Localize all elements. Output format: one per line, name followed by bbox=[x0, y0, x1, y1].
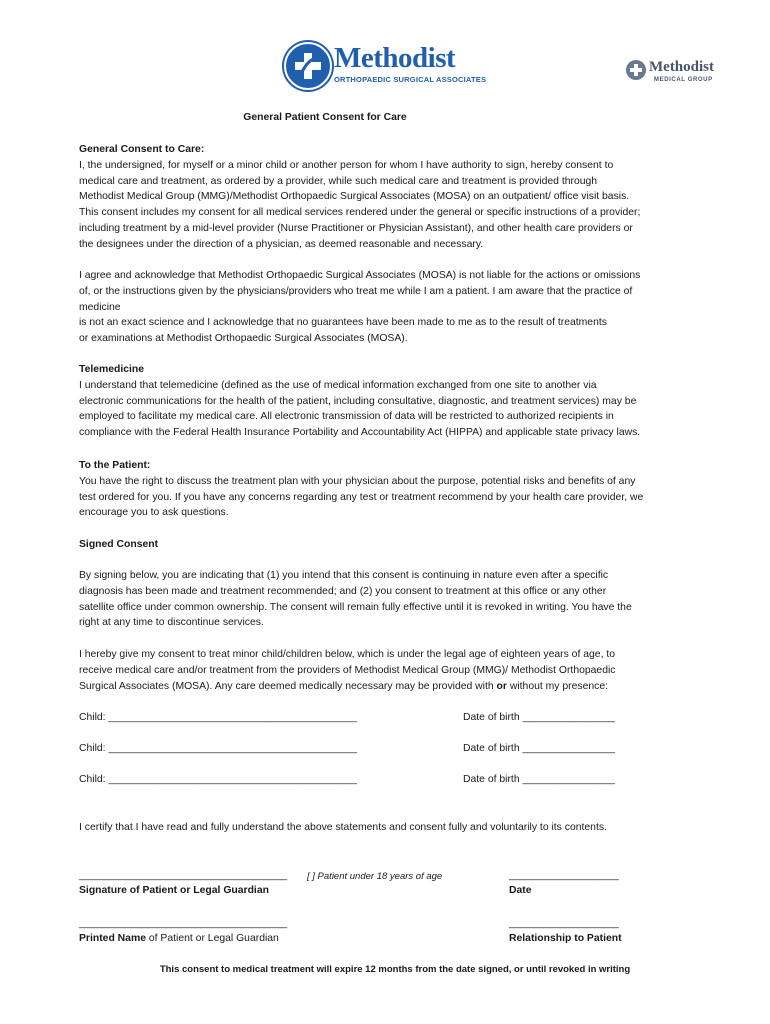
child-dob-field[interactable]: Date of birth ________________ bbox=[463, 774, 615, 785]
paragraph-line: test ordered for you. If you have any concerns regarding any test or treatment recommend by your health care provider, we bbox=[79, 491, 644, 503]
paragraph-line: This consent includes my consent for all medical services rendered under the general or specific instructions of a provider; bbox=[79, 207, 641, 219]
acknowledge-section bbox=[79, 268, 719, 347]
paragraph-line: I hereby give my consent to treat minor child/children below, which is under the legal age of eighteen years of age, to bbox=[79, 649, 616, 660]
paragraph-text: without my presence: bbox=[506, 680, 609, 692]
paragraph-line: I agree and acknowledge that Methodist Orthopaedic Surgical Associates (MOSA) is not liable for the actions or omissions bbox=[79, 270, 641, 281]
paragraph-line: employed to facilitate my medical care. All electronic transmission of data will be restricted to authorized recipients in bbox=[79, 411, 614, 423]
paragraph-line: medical care and treatment, as ordered by a provider, while such medical care and treatment is provided through bbox=[79, 175, 598, 187]
section-heading: To the Patient: bbox=[79, 460, 151, 471]
printed-name-label-bold: Printed Name bbox=[79, 933, 146, 944]
printed-name-label bbox=[79, 933, 279, 944]
paragraph-text: Surgical Associates (MOSA). Any care deemed medically necessary may be provided with bbox=[79, 680, 497, 692]
methodist-osa-logo bbox=[284, 42, 487, 92]
signed-consent-section bbox=[79, 568, 719, 631]
paragraph-line: I understand that telemedicine (defined as the use of medical information exchanged from one site to another via bbox=[79, 379, 597, 391]
paragraph-line: receive medical care and/or treatment from the providers of Methodist Medical Group (MMG)/ Methodist Orthopaedic bbox=[79, 664, 616, 676]
logo-name: Methodist bbox=[334, 42, 456, 74]
logo-tagline: MEDICAL GROUP bbox=[654, 77, 713, 83]
certify-statement: I certify that I have read and fully understand the above statements and consent fully and voluntarily to its contents. bbox=[79, 822, 607, 833]
telemedicine-section bbox=[79, 362, 719, 441]
methodist-cross-icon bbox=[626, 60, 646, 80]
paragraph-line: Methodist Medical Group (MMG)/Methodist Orthopaedic Surgical Associates (MOSA) on an outpatient/ office visit basis. bbox=[79, 191, 630, 203]
child-dob-field[interactable]: Date of birth ________________ bbox=[463, 712, 615, 723]
paragraph-line: electronic communications for the health of the patient, including consultative, diagnostic, and treatment services) may be bbox=[79, 395, 637, 407]
paragraph-line bbox=[79, 679, 719, 695]
paragraph-line: diagnosis has been made and treatment recommended; and (2) you consent to treatment at this office or any other bbox=[79, 585, 607, 597]
paragraph-line: including treatment by a mid-level provider (Nurse Practitioner or Physician Assistant), and other health care providers or bbox=[79, 222, 633, 234]
printed-name-label-rest: of Patient or Legal Guardian bbox=[145, 933, 279, 944]
methodist-cross-icon bbox=[284, 42, 332, 90]
to-patient-section bbox=[79, 458, 719, 521]
paragraph-line: the designees under the direction of a physician, as deemed reasonable and necessary. bbox=[79, 238, 484, 250]
child-name-field[interactable]: Child: ___________________________________________ bbox=[79, 743, 357, 754]
printed-name-line[interactable]: ____________________________________ bbox=[79, 918, 288, 929]
date-label: Date bbox=[509, 885, 532, 896]
paragraph-line: You have the right to discuss the treatment plan with your physician about the purpose, potential risks and benefits of any bbox=[79, 475, 636, 487]
section-heading: Telemedicine bbox=[79, 364, 145, 375]
signed-consent-heading-block bbox=[79, 537, 719, 553]
minor-consent-section bbox=[79, 647, 719, 694]
child-dob-field[interactable]: Date of birth ________________ bbox=[463, 743, 615, 754]
paragraph-line: I, the undersigned, for myself or a minor child or another person for whom I have authority to sign, hereby consent to bbox=[79, 159, 614, 171]
paragraph-line: is not an exact science and I acknowledge that no guarantees have been made to me as to the result of treatments bbox=[79, 317, 607, 329]
general-consent-section bbox=[79, 142, 719, 253]
date-line[interactable]: ___________________ bbox=[509, 870, 619, 881]
paragraph-line: right at any time to discontinue services. bbox=[79, 617, 264, 629]
methodist-medical-group-logo bbox=[626, 58, 726, 88]
section-heading: General Consent to Care: bbox=[79, 144, 205, 155]
paragraph-line: By signing below, you are indicating that (1) you intend that this consent is continuing in nature even after a specific bbox=[79, 570, 609, 581]
paragraph-line: compliance with the Federal Health Insurance Portability and Accountability Act (HIPPA) and applicable state privacy laws. bbox=[79, 427, 641, 439]
under-18-checkbox[interactable]: [ ] Patient under 18 years of age bbox=[307, 871, 443, 882]
document-title: General Patient Consent for Care bbox=[243, 112, 407, 123]
signature-line[interactable]: ____________________________________ bbox=[79, 870, 288, 881]
signature-label: Signature of Patient or Legal Guardian bbox=[79, 885, 269, 896]
paragraph-line: medicine bbox=[79, 301, 121, 313]
relationship-label: Relationship to Patient bbox=[509, 933, 622, 944]
logo-tagline: ORTHOPAEDIC SURGICAL ASSOCIATES bbox=[334, 75, 487, 84]
expiration-note: This consent to medical treatment will expire 12 months from the date signed, or until revoked in writing bbox=[159, 964, 631, 975]
logo-name: Methodist bbox=[649, 59, 714, 75]
relationship-line[interactable]: ___________________ bbox=[509, 918, 619, 929]
child-name-field[interactable]: Child: ___________________________________________ bbox=[79, 774, 357, 785]
paragraph-line: satellite office under common ownership. The consent will remain fully effective until it is revoked in writing. You have the bbox=[79, 601, 632, 613]
paragraph-line: or examinations at Methodist Orthopaedic Surgical Associates (MOSA). bbox=[79, 333, 408, 345]
section-heading: Signed Consent bbox=[79, 539, 159, 550]
paragraph-line: of, or the instructions given by the physicians/providers who treat me while I am a patient. I am aware that the practice of bbox=[79, 285, 633, 297]
emphasis-text: or bbox=[496, 680, 507, 692]
child-name-field[interactable]: Child: ___________________________________________ bbox=[79, 712, 357, 723]
paragraph-line: encourage you to ask questions. bbox=[79, 507, 229, 519]
